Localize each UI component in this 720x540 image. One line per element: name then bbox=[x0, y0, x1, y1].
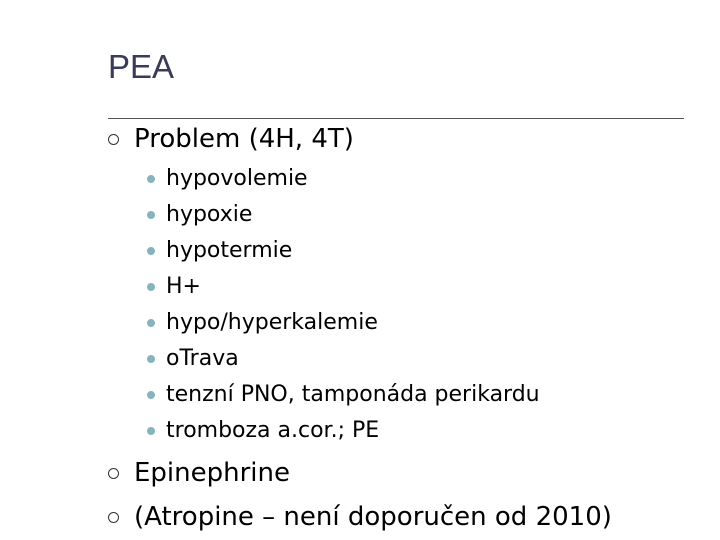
filled-dot-bullet-icon bbox=[147, 283, 155, 291]
filled-dot-bullet-icon bbox=[147, 211, 155, 219]
sub-item-label: tenzní PNO, tamponáda perikardu bbox=[166, 382, 540, 407]
filled-dot-bullet-icon bbox=[147, 427, 155, 435]
sub-item-hypoxie bbox=[147, 202, 252, 227]
sub-item-label: hypoxie bbox=[166, 202, 253, 227]
filled-dot-bullet-icon bbox=[147, 355, 155, 363]
title-divider bbox=[108, 118, 684, 119]
sub-item-label: oTrava bbox=[166, 346, 239, 371]
list-item-label: Problem (4H, 4T) bbox=[134, 124, 354, 154]
sub-item-hypovolemie bbox=[147, 166, 308, 191]
sub-item-label: hypo/hyperkalemie bbox=[166, 310, 378, 335]
list-item-label: Epinephrine bbox=[134, 458, 290, 488]
sub-item-label: tromboza a.cor.; PE bbox=[166, 418, 380, 443]
sub-item-label: hypotermie bbox=[166, 238, 293, 263]
sub-item-label: hypovolemie bbox=[166, 166, 308, 191]
list-item-label: (Atropine – není doporučen od 2010) bbox=[134, 502, 612, 532]
list-item-atropine bbox=[108, 502, 612, 532]
sub-item-label: H+ bbox=[166, 274, 201, 299]
filled-dot-bullet-icon bbox=[147, 391, 155, 399]
slide-title: PEA bbox=[108, 48, 175, 85]
sub-item-h-plus bbox=[147, 274, 201, 299]
list-item-epinephrine bbox=[108, 458, 290, 488]
sub-item-hypotermie bbox=[147, 238, 292, 263]
hollow-circle-bullet-icon bbox=[108, 134, 119, 145]
filled-dot-bullet-icon bbox=[147, 247, 155, 255]
hollow-circle-bullet-icon bbox=[108, 512, 119, 523]
sub-item-hypo-hyperkalemie bbox=[147, 310, 378, 335]
list-item-problem bbox=[108, 124, 354, 154]
filled-dot-bullet-icon bbox=[147, 175, 155, 183]
sub-item-tenzni-pno bbox=[147, 382, 540, 407]
sub-item-tromboza bbox=[147, 418, 379, 443]
filled-dot-bullet-icon bbox=[147, 319, 155, 327]
hollow-circle-bullet-icon bbox=[108, 468, 119, 479]
sub-item-otrava bbox=[147, 346, 239, 371]
